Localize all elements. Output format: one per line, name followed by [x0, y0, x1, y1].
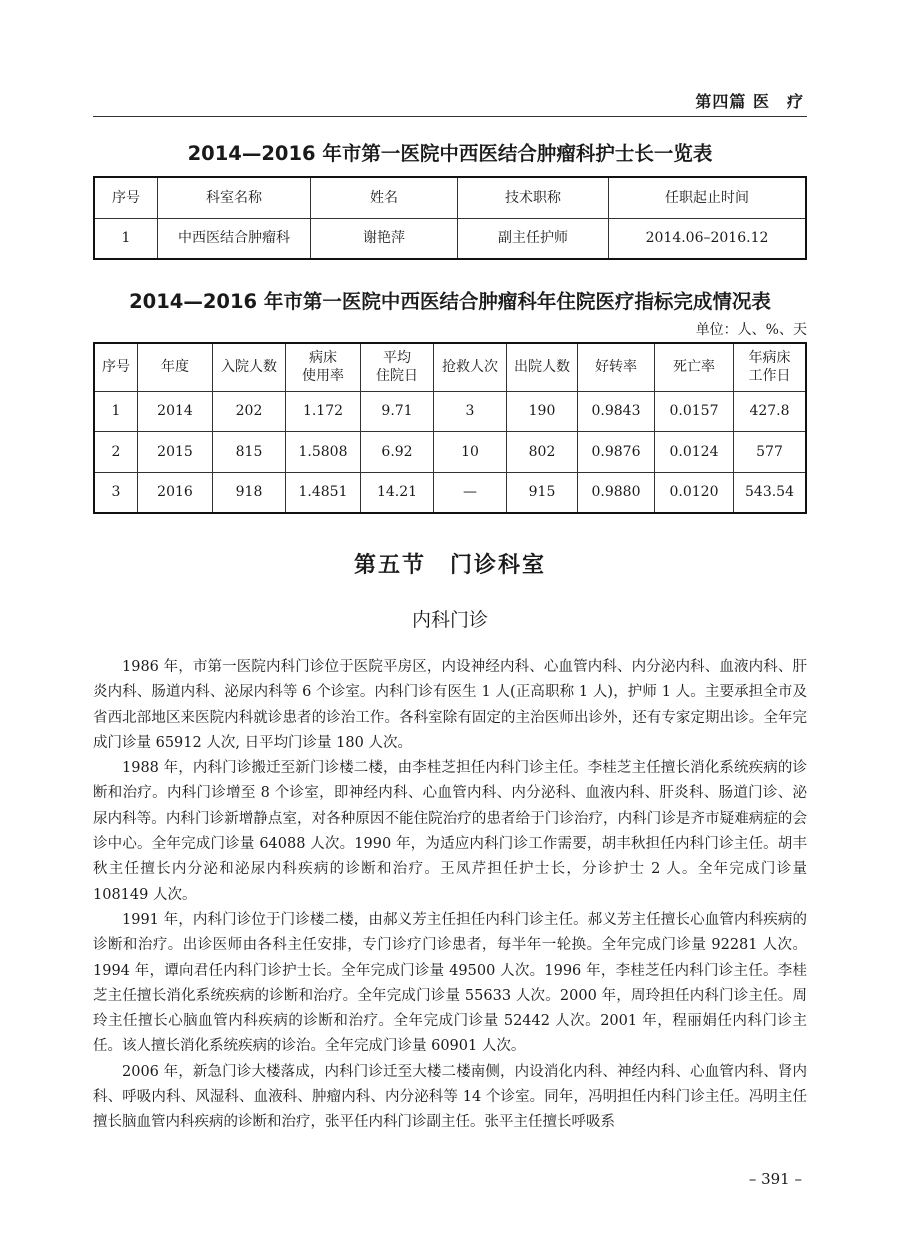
cell: 202	[213, 391, 286, 432]
table-row	[94, 391, 806, 432]
cell: 1.5808	[286, 432, 361, 473]
header-line: 好转率	[595, 359, 637, 376]
header-rule	[93, 116, 807, 117]
cell: 3	[94, 472, 138, 513]
header-cell	[286, 343, 361, 391]
header-line: 住院日	[376, 368, 418, 385]
cell: 0.9876	[578, 432, 655, 473]
cell: 副主任护师	[458, 218, 609, 259]
header-line: 入院人数	[221, 359, 277, 376]
cell: 0.0120	[655, 472, 734, 513]
header-cell: 姓名	[311, 177, 458, 218]
header-line: 抢救人次	[442, 359, 498, 376]
cell: 543.54	[734, 472, 807, 513]
table1-title: 2014—2016 年市第一医院中西医结合肿瘤科护士长一览表	[187, 142, 713, 165]
header-cell	[361, 343, 434, 391]
header-line: 年度	[161, 359, 189, 376]
paragraph: 1988 年，内科门诊搬迁至新门诊楼二楼，由李桂芝担任内科门诊主任。李桂芝主任擅长消化系统疾病的诊断和治疗。内科门诊增至 8 个诊室，即神经内科、心血管内科、内分泌科、血液内科、肝炎科、肠道门诊、泌尿内科等。内科门诊新增静点室，对各种原因不能住院治疗的患者给于门诊治疗，内科门诊是齐市疑难病症的会诊中心。全年完成门诊量 64088 人次。1990 年，为适应内科门诊工作需要，胡丰秋担任内科门诊主任。胡丰秋主任擅长内分泌和泌尿内科疾病的诊断和治疗。王凤芹担任护士长，分诊护士 2 人。全年完成门诊量 108149 人次。	[93, 760, 807, 903]
cell: 3	[434, 391, 507, 432]
header-cell	[213, 343, 286, 391]
cell: 0.9880	[578, 472, 655, 513]
cell: 2	[94, 432, 138, 473]
page-number: – 391 –	[748, 1170, 802, 1188]
header-cell: 序号	[94, 177, 158, 218]
header-line: 死亡率	[673, 359, 715, 376]
header-line: 使用率	[302, 368, 344, 385]
paragraph: 1986 年，市第一医院内科门诊位于医院平房区，内设神经内科、心血管内科、内分泌内科、血液内科、肝炎内科、肠道内科、泌尿内科等 6 个诊室。内科门诊有医生 1 人(正高职称 1 人)，护师 1 人。主要承担全市及省西北部地区来医院内科就诊患者的诊治工作。各科室除有固定的主治医师出诊外，还有专家定期出诊。全年完成门诊量 65912 人次, 日平均门诊量 180 人次。	[93, 659, 807, 751]
cell: 427.8	[734, 391, 807, 432]
cell: 0.0124	[655, 432, 734, 473]
cell: 14.21	[361, 472, 434, 513]
cell: 2014	[138, 391, 213, 432]
cell: 2016	[138, 472, 213, 513]
paragraph: 1991 年，内科门诊位于门诊楼二楼，由郝义芳主任担任内科门诊主任。郝义芳主任擅长心血管内科疾病的诊断和治疗。出诊医师由各科主任安排，专门诊疗门诊患者，每半年一轮换。全年完成门诊量 92281 人次。1994 年，谭向君任内科门诊护士长。全年完成门诊量 49500 人次。1996 年，李桂芝任内科门诊主任。李桂芝主任擅长消化系统疾病的诊断和治疗。全年完成门诊量 55633 人次。2000 年，周玲担任内科门诊主任。周玲主任擅长心脑血管内科疾病的诊断和治疗。全年完成门诊量 52442 人次。2001 年，程丽娟任内科门诊主任。该人擅长消化系统疾病的诊治。全年完成门诊量 60901 人次。	[93, 911, 807, 1055]
cell: 0.9843	[578, 391, 655, 432]
head-nurse-table	[93, 176, 807, 260]
section-title: 第五节 门诊科室	[353, 552, 546, 578]
running-head: 第四篇 医 疗	[695, 92, 804, 111]
header-cell	[734, 343, 807, 391]
table2-unit: 单位：人、%、天	[695, 322, 807, 338]
table-row	[94, 432, 806, 473]
table-row	[94, 218, 806, 259]
header-cell: 技术职称	[458, 177, 609, 218]
header-line: 出院人数	[514, 359, 570, 376]
header-cell	[138, 343, 213, 391]
header-cell	[655, 343, 734, 391]
cell: —	[434, 472, 507, 513]
cell: 9.71	[361, 391, 434, 432]
paragraph: 2006 年，新急门诊大楼落成，内科门诊迁至大楼二楼南侧，内设消化内科、神经内科、心血管内科、肾内科、呼吸内科、风湿科、血液科、肿瘤内科、内分泌科等 14 个诊室。同年，冯明担任内科门诊主任。冯明主任擅长脑血管内科疾病的诊断和治疗，张平任内科门诊副主任。张平主任擅长呼吸系	[93, 1063, 807, 1131]
cell: 中西医结合肿瘤科	[158, 218, 311, 259]
cell: 915	[507, 472, 578, 513]
cell: 10	[434, 432, 507, 473]
body-text	[93, 655, 807, 1136]
header-cell	[578, 343, 655, 391]
header-cell	[94, 343, 138, 391]
table-header-row	[94, 177, 806, 218]
cell: 0.0157	[655, 391, 734, 432]
cell: 1	[94, 391, 138, 432]
header-cell: 任职起止时间	[609, 177, 807, 218]
header-cell	[434, 343, 507, 391]
cell: 918	[213, 472, 286, 513]
cell: 577	[734, 432, 807, 473]
cell: 1.4851	[286, 472, 361, 513]
header-line: 平均	[383, 350, 411, 367]
header-cell: 科室名称	[158, 177, 311, 218]
cell: 1.172	[286, 391, 361, 432]
cell: 6.92	[361, 432, 434, 473]
cell: 谢艳萍	[311, 218, 458, 259]
cell: 802	[507, 432, 578, 473]
header-line: 病床	[309, 350, 337, 367]
cell: 1	[94, 218, 158, 259]
cell: 2014.06–2016.12	[609, 218, 807, 259]
table-header-row	[94, 343, 806, 391]
header-line: 工作日	[748, 368, 791, 385]
table2-title: 2014—2016 年市第一医院中西医结合肿瘤科年住院医疗指标完成情况表	[129, 290, 771, 313]
cell: 190	[507, 391, 578, 432]
cell: 815	[213, 432, 286, 473]
cell: 2015	[138, 432, 213, 473]
subsection-title: 内科门诊	[411, 609, 488, 631]
table-row	[94, 472, 806, 513]
header-cell	[507, 343, 578, 391]
header-line: 年病床	[748, 350, 791, 367]
inpatient-indicator-table	[93, 342, 807, 514]
header-line: 序号	[102, 359, 130, 376]
